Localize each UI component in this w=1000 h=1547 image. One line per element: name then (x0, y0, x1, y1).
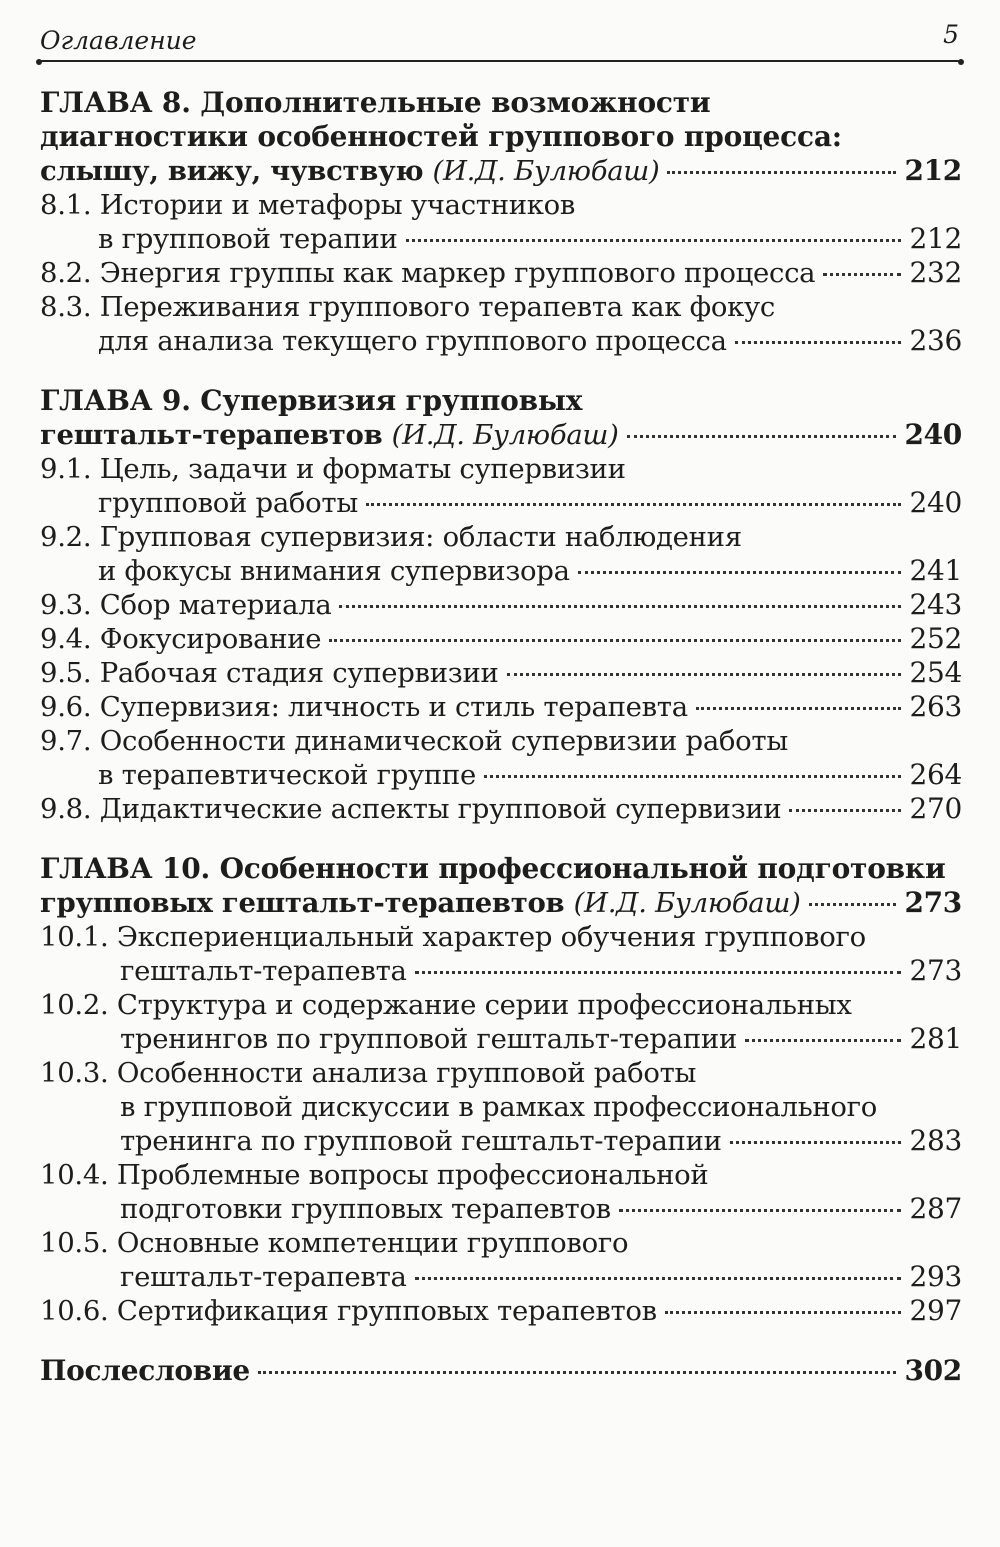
toc-entry-text: 10.6. Сертификация групповых терапевтов (40, 1295, 657, 1327)
toc-entry-line (40, 792, 962, 826)
toc-entry-text: 9.2. Групповая супервизия: области наблюдения (40, 521, 742, 553)
toc-entry-line (40, 588, 962, 622)
chapter-title-line: ГЛАВА 10. Особенности профессиональной подготовки (40, 852, 946, 885)
toc-page-number: 273 (909, 954, 962, 987)
dot-leader (696, 707, 902, 710)
toc-entry-line (40, 954, 962, 988)
chapter-title[interactable] (40, 384, 962, 452)
dot-leader (809, 903, 897, 906)
toc-entry[interactable] (40, 656, 962, 690)
toc-entry-line (40, 622, 962, 656)
toc-entry[interactable] (40, 920, 962, 988)
toc-entry-line (40, 690, 962, 724)
afterword-page-number: 302 (904, 1354, 962, 1387)
chapter-block (40, 86, 962, 358)
toc-entry-line (40, 758, 962, 792)
toc-entry-text: в групповой дискуссии в рамках профессионального (120, 1091, 878, 1123)
toc-entry-line (40, 486, 962, 520)
toc-entry-text: и фокусы внимания супервизора (98, 555, 570, 587)
dot-leader (730, 1141, 902, 1144)
toc-entry-line (40, 1260, 962, 1294)
dot-leader (484, 775, 902, 778)
toc-entry[interactable] (40, 988, 962, 1056)
toc-page-number: 283 (909, 1124, 962, 1157)
chapter-title-entry (40, 154, 962, 188)
chapter-title[interactable] (40, 86, 962, 188)
toc-entry-text: 9.1. Цель, задачи и форматы супервизии (40, 453, 626, 485)
toc-page-number: 241 (909, 554, 962, 587)
toc-entry[interactable] (40, 1294, 962, 1328)
toc-entry-text: 9.8. Дидактические аспекты групповой супервизии (40, 793, 782, 825)
chapter-page-number: 212 (904, 154, 962, 187)
dot-leader (789, 809, 901, 812)
header-page-number: 5 (943, 20, 959, 49)
chapter-title-line: ГЛАВА 8. Дополнительные возможности (40, 86, 711, 119)
toc-entry-text: в терапевтической группе (98, 759, 476, 791)
toc-entry[interactable] (40, 1056, 962, 1158)
toc-entry[interactable] (40, 690, 962, 724)
toc-entry-text: тренинга по групповой гештальт-терапии (120, 1125, 722, 1157)
toc-page-number: 212 (909, 222, 962, 255)
chapter-title-entry (40, 886, 962, 920)
toc-page-number: 297 (909, 1294, 962, 1327)
toc-entry[interactable] (40, 588, 962, 622)
toc-entry-line (40, 324, 962, 358)
chapter-title-last-line: групповых гештальт-терапевтов (И.Д. Булюбаш) (40, 887, 801, 919)
toc-entry-line (40, 1022, 962, 1056)
toc-entry-text: 10.3. Особенности анализа групповой работы (40, 1057, 697, 1089)
chapter-title[interactable] (40, 852, 962, 920)
toc-entry-line (40, 1192, 962, 1226)
toc-entry-text: гештальт-терапевта (120, 955, 407, 987)
toc-entry-text: для анализа текущего группового процесса (98, 325, 727, 357)
dot-leader (507, 673, 902, 676)
toc-page-number: 252 (909, 622, 962, 655)
toc-page-number: 293 (909, 1260, 962, 1293)
toc-entry-text: 9.6. Супервизия: личность и стиль терапевта (40, 691, 688, 723)
dot-leader (619, 1209, 902, 1212)
toc-entry-text: 9.4. Фокусирование (40, 623, 322, 655)
chapter-title-last-line: гештальт-терапевтов (И.Д. Булюбаш) (40, 419, 619, 451)
toc-entry[interactable] (40, 256, 962, 290)
header-rule-dot-left (36, 59, 42, 65)
dot-leader (406, 239, 902, 242)
toc-entry[interactable] (40, 188, 962, 256)
chapter-block (40, 852, 962, 1328)
toc-page-number: 243 (909, 588, 962, 621)
dot-leader (745, 1039, 901, 1042)
toc-page-number: 287 (909, 1192, 962, 1225)
chapter-block (40, 384, 962, 826)
toc-entry-text: 9.5. Рабочая стадия супервизии (40, 657, 499, 689)
toc-entry[interactable] (40, 1158, 962, 1226)
afterword-line (40, 1354, 962, 1388)
chapter-title-last-line: слышу, вижу, чувствую (И.Д. Булюбаш) (40, 155, 660, 187)
toc-entry[interactable] (40, 622, 962, 656)
toc-entry-text: 9.3. Сбор материала (40, 589, 332, 621)
toc-entry-line (40, 256, 962, 290)
toc-entry-text: 10.1. Экспериенциальный характер обучения группового (40, 921, 866, 953)
toc-entry-text: в групповой терапии (98, 223, 398, 255)
toc-entry-text: групповой работы (98, 487, 358, 519)
toc-entry-text: 10.2. Структура и содержание серии профессиональных (40, 989, 852, 1021)
toc-entry[interactable] (40, 520, 962, 588)
toc-entry[interactable] (40, 724, 962, 792)
dot-leader (627, 435, 897, 438)
table-of-contents (40, 86, 962, 1388)
toc-entry-line (40, 1124, 962, 1158)
toc-entry-text: 10.5. Основные компетенции группового (40, 1227, 629, 1259)
toc-entry-text: 9.7. Особенности динамической супервизии работы (40, 725, 788, 757)
dot-leader (667, 171, 896, 174)
toc-entry[interactable] (40, 452, 962, 520)
dot-leader (735, 341, 902, 344)
toc-entry-text: 8.3. Переживания группового терапевта как фокус (40, 291, 775, 323)
chapter-page-number: 273 (904, 886, 962, 919)
chapter-author: (И.Д. Булюбаш) (391, 419, 619, 451)
dot-leader (339, 605, 901, 608)
dot-leader (823, 273, 901, 276)
toc-page-number: 240 (909, 486, 962, 519)
dot-leader (578, 571, 902, 574)
toc-page-number: 232 (909, 256, 962, 289)
dot-leader (258, 1371, 897, 1374)
toc-page-number: 263 (909, 690, 962, 723)
toc-entry[interactable] (40, 1226, 962, 1294)
toc-entry-text: гештальт-терапевта (120, 1261, 407, 1293)
dot-leader (415, 971, 902, 974)
toc-entry-text: 8.2. Энергия группы как маркер группового процесса (40, 257, 816, 289)
toc-page-number: 270 (909, 792, 962, 825)
header-title: Оглавление (40, 26, 197, 55)
chapter-author: (И.Д. Булюбаш) (432, 155, 660, 187)
chapter-title-line: диагностики особенностей группового процесса: (40, 120, 842, 153)
dot-leader (665, 1311, 902, 1314)
afterword-entry[interactable] (40, 1354, 962, 1388)
toc-entry-text: 10.4. Проблемные вопросы профессиональной (40, 1159, 709, 1191)
afterword-title: Послесловие (40, 1354, 250, 1387)
toc-entry-line (40, 554, 962, 588)
chapter-title-entry (40, 418, 962, 452)
toc-entry[interactable] (40, 290, 962, 358)
chapter-author: (И.Д. Булюбаш) (573, 887, 801, 919)
toc-entry[interactable] (40, 792, 962, 826)
dot-leader (329, 639, 901, 642)
header-rule-dot-right (958, 59, 964, 65)
chapter-page-number: 240 (904, 418, 962, 451)
dot-leader (366, 503, 902, 506)
running-header (38, 18, 963, 62)
toc-entry-text: подготовки групповых терапевтов (120, 1193, 611, 1225)
chapter-title-line: ГЛАВА 9. Супервизия групповых (40, 384, 583, 417)
toc-entry-line (40, 656, 962, 690)
toc-page-number: 254 (909, 656, 962, 689)
toc-page-number: 236 (909, 324, 962, 357)
dot-leader (415, 1277, 902, 1280)
toc-entry-text: тренингов по групповой гештальт-терапии (120, 1023, 737, 1055)
toc-entry-text: 8.1. Истории и метафоры участников (40, 189, 576, 221)
toc-page-number: 264 (909, 758, 962, 791)
toc-entry-line (40, 222, 962, 256)
toc-page-number: 281 (909, 1022, 962, 1055)
toc-entry-line (40, 1294, 962, 1328)
